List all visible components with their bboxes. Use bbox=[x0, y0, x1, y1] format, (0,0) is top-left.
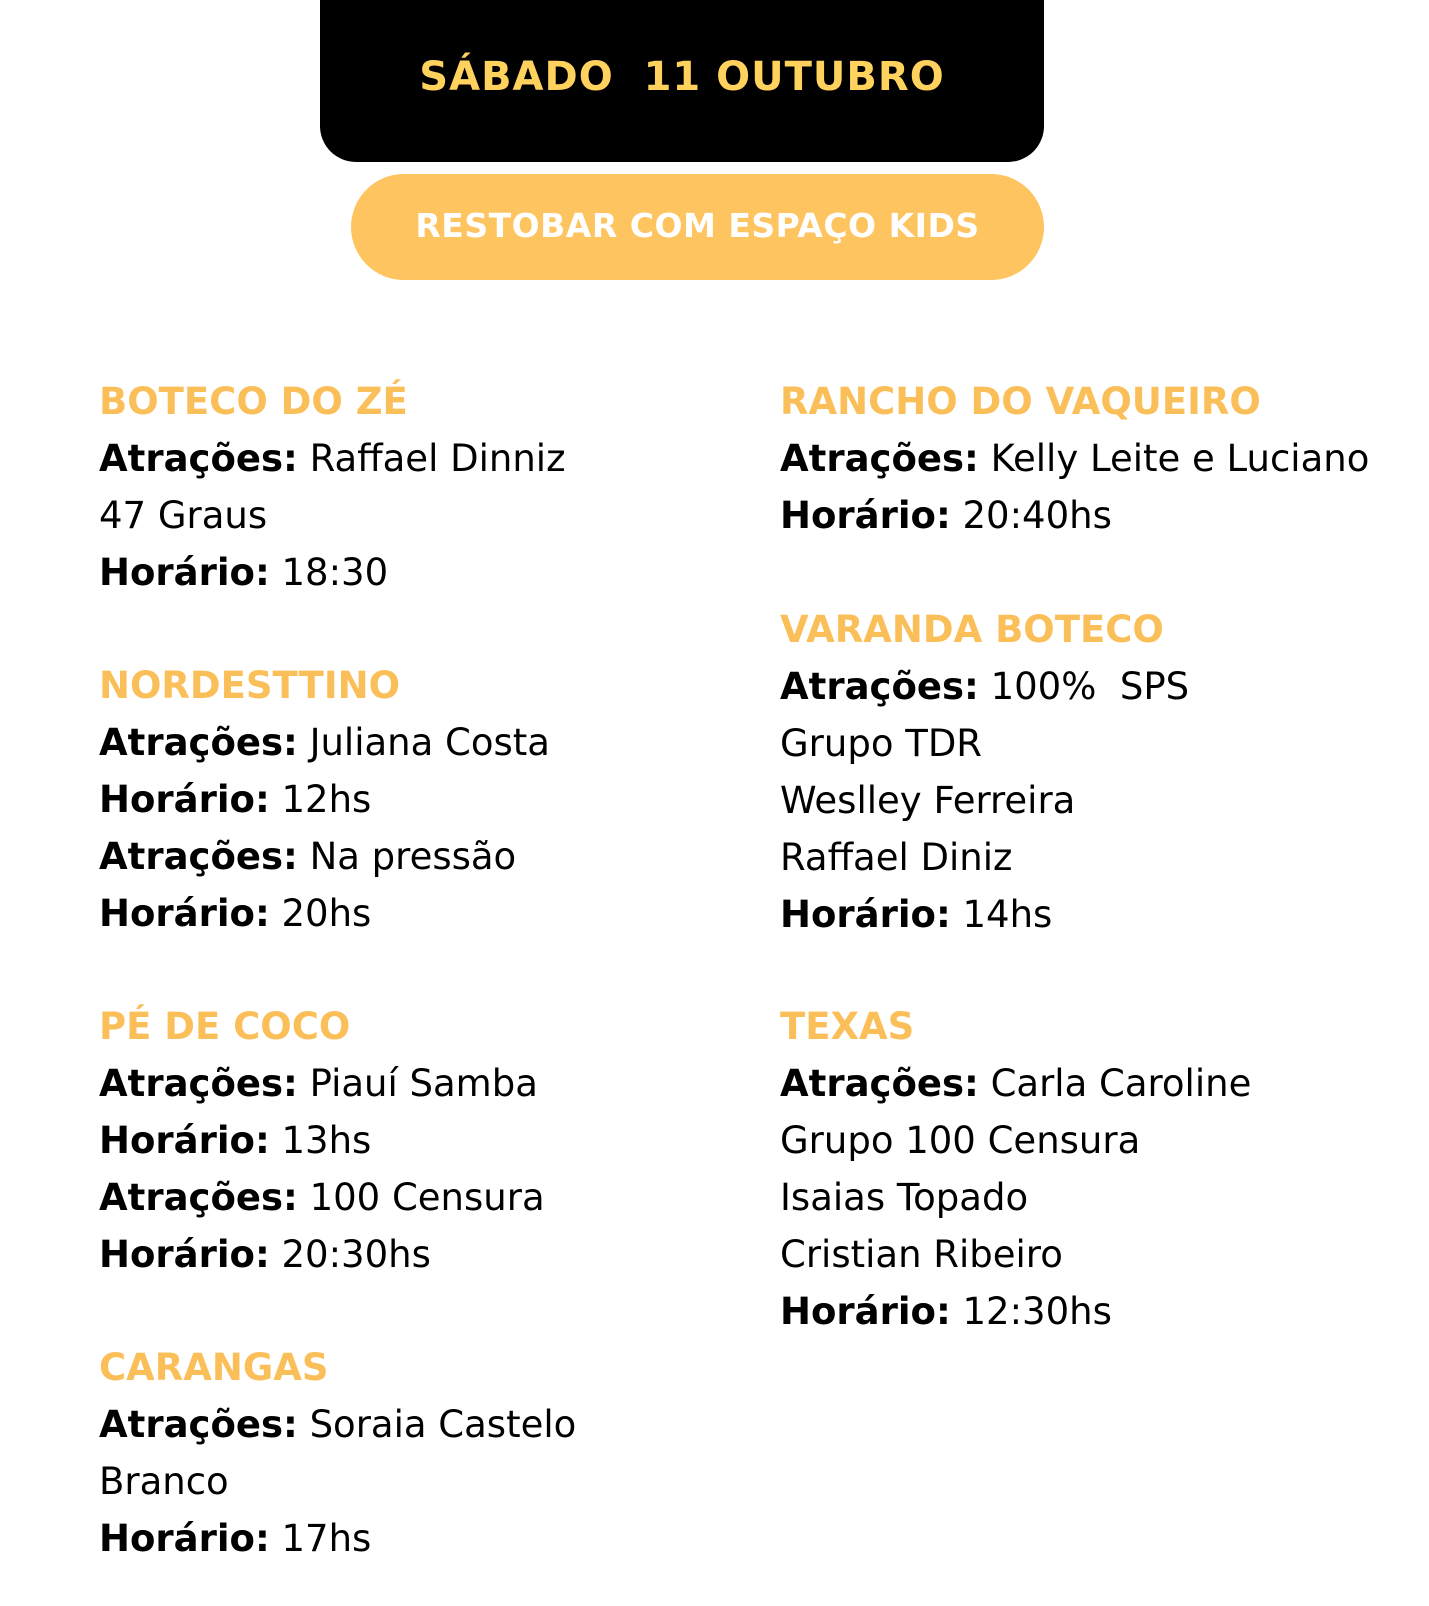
line-label: Horário: bbox=[99, 892, 270, 935]
venue-line bbox=[99, 1055, 759, 1112]
venue-line bbox=[99, 1112, 759, 1169]
line-label: Horário: bbox=[99, 1233, 270, 1276]
line-label: Horário: bbox=[780, 893, 951, 936]
line-label: Atrações: bbox=[780, 437, 979, 480]
venue-line bbox=[780, 1055, 1429, 1112]
line-label: Atrações: bbox=[99, 721, 298, 764]
line-value: 14hs bbox=[950, 893, 1053, 936]
line-value: Isaias Topado bbox=[780, 1176, 1029, 1219]
line-label: Horário: bbox=[99, 778, 270, 821]
venue-line bbox=[99, 487, 759, 544]
line-value: 17hs bbox=[269, 1517, 372, 1560]
venue-line bbox=[780, 487, 1429, 544]
venue-line bbox=[99, 1396, 759, 1453]
line-label: Horário: bbox=[99, 1517, 270, 1560]
venue-title: RANCHO DO VAQUEIRO bbox=[780, 380, 1261, 423]
venue-nordesttino bbox=[99, 657, 759, 942]
line-value: Piauí Samba bbox=[297, 1062, 538, 1105]
line-value: 12hs bbox=[269, 778, 372, 821]
venue-line bbox=[780, 772, 1429, 829]
line-label: Atrações: bbox=[99, 1062, 298, 1105]
venue-line bbox=[780, 1169, 1429, 1226]
venue-line bbox=[780, 1226, 1429, 1283]
date-banner bbox=[320, 0, 1044, 162]
line-value: 47 Graus bbox=[99, 494, 268, 537]
venue-line bbox=[99, 771, 759, 828]
venue-title: BOTECO DO ZÉ bbox=[99, 380, 408, 423]
restobar-badge bbox=[351, 174, 1044, 280]
line-label: Horário: bbox=[780, 1290, 951, 1333]
venue-line bbox=[780, 829, 1429, 886]
line-value: Raffael Diniz bbox=[780, 836, 1013, 879]
venue-line bbox=[780, 715, 1429, 772]
line-value: Cristian Ribeiro bbox=[780, 1233, 1063, 1276]
venue-line bbox=[780, 1112, 1429, 1169]
venue-varanda-boteco bbox=[780, 601, 1429, 943]
venue-line bbox=[99, 1169, 759, 1226]
line-value: 20:40hs bbox=[950, 494, 1112, 537]
line-label: Atrações: bbox=[99, 437, 298, 480]
line-value: Grupo 100 Censura bbox=[780, 1119, 1141, 1162]
line-value: 20hs bbox=[269, 892, 372, 935]
venue-title: PÉ DE COCO bbox=[99, 1005, 351, 1048]
line-value: Branco bbox=[99, 1460, 229, 1503]
line-label: Atrações: bbox=[99, 1176, 298, 1219]
venue-line bbox=[99, 828, 759, 885]
line-value: Juliana Costa bbox=[297, 721, 550, 764]
line-value: 100% SPS bbox=[978, 665, 1190, 708]
venue-line bbox=[99, 544, 759, 601]
venue-line bbox=[99, 885, 759, 942]
line-label: Atrações: bbox=[780, 665, 979, 708]
date-title: SÁBADO 11 OUTUBRO bbox=[419, 54, 945, 100]
venue-line bbox=[780, 1283, 1429, 1340]
line-label: Atrações: bbox=[99, 835, 298, 878]
venue-line bbox=[99, 1226, 759, 1283]
line-label: Atrações: bbox=[99, 1403, 298, 1446]
venue-title: TEXAS bbox=[780, 1005, 915, 1048]
restobar-label: RESTOBAR COM ESPAÇO KIDS bbox=[415, 205, 980, 245]
venue-carangas bbox=[99, 1339, 759, 1567]
venue-line bbox=[99, 1453, 759, 1510]
line-value: 100 Censura bbox=[297, 1176, 545, 1219]
line-value: Carla Caroline bbox=[978, 1062, 1252, 1105]
venue-texas bbox=[780, 998, 1429, 1340]
line-value: Grupo TDR bbox=[780, 722, 983, 765]
venue-title: VARANDA BOTECO bbox=[780, 608, 1164, 651]
venue-line bbox=[99, 1510, 759, 1567]
venue-line bbox=[99, 430, 759, 487]
line-value: Raffael Dinniz bbox=[297, 437, 566, 480]
venue-boteco-do-ze bbox=[99, 373, 759, 601]
line-value: Na pressão bbox=[297, 835, 517, 878]
line-value: 13hs bbox=[269, 1119, 372, 1162]
venue-line bbox=[780, 658, 1429, 715]
line-label: Atrações: bbox=[780, 1062, 979, 1105]
line-value: Kelly Leite e Luciano bbox=[978, 437, 1370, 480]
venue-title: CARANGAS bbox=[99, 1346, 329, 1389]
venue-rancho-do-vaqueiro bbox=[780, 373, 1429, 544]
line-value: 20:30hs bbox=[269, 1233, 431, 1276]
line-label: Horário: bbox=[99, 551, 270, 594]
line-value: Weslley Ferreira bbox=[780, 779, 1076, 822]
venue-line bbox=[780, 430, 1429, 487]
line-label: Horário: bbox=[99, 1119, 270, 1162]
venue-line bbox=[780, 886, 1429, 943]
venue-line bbox=[99, 714, 759, 771]
line-value: 18:30 bbox=[269, 551, 389, 594]
venue-pe-de-coco bbox=[99, 998, 759, 1283]
line-value: Soraia Castelo bbox=[297, 1403, 577, 1446]
line-value: 12:30hs bbox=[950, 1290, 1112, 1333]
venue-title: NORDESTTINO bbox=[99, 664, 401, 707]
line-label: Horário: bbox=[780, 494, 951, 537]
